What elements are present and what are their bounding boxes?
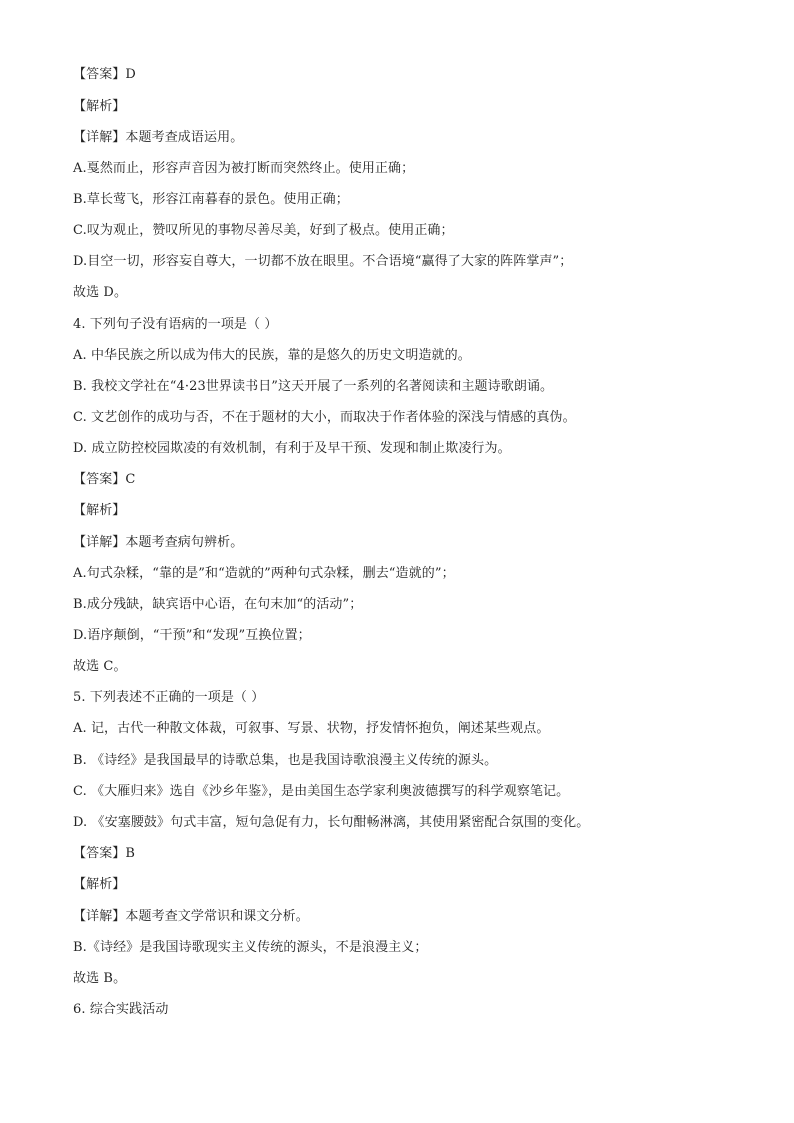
explanation-line: A.戛然而止，形容声音因为被打断而突然终止。使用正确；: [73, 161, 415, 176]
conclusion-q5: 故选 B。: [73, 971, 127, 986]
explanation-line: B.成分残缺，缺宾语中心语，在句末加“的活动”；: [73, 597, 363, 612]
detail-intro-q3: 【详解】本题考查成语运用。: [73, 130, 244, 145]
analysis-label-q4: 【解析】: [73, 503, 126, 518]
answer-label-q3: 【答案】D: [73, 67, 136, 82]
question-5-option-c: C. 《大雁归来》选自《沙乡年鉴》，是由美国生态学家利奥波德撰写的科学观察笔记。: [73, 784, 570, 799]
explanation-line: D.目空一切，形容妄自尊大，一切都不放在眼里。不合语境“赢得了大家的阵阵掌声”；: [73, 254, 573, 269]
question-4-option-a: A. 中华民族之所以成为伟大的民族，靠的是悠久的历史文明造就的。: [73, 348, 471, 363]
question-4-option-d: D. 成立防控校园欺凌的有效机制，有利于及早干预、发现和制止欺凌行为。: [73, 441, 511, 456]
explanation-line: B.草长莺飞，形容江南暮春的景色。使用正确；: [73, 192, 349, 207]
conclusion-q4: 故选 C。: [73, 659, 127, 674]
question-5-stem: 5. 下列表述不正确的一项是（ ）: [73, 690, 265, 705]
question-5-option-b: B. 《诗经》是我国最早的诗歌总集，也是我国诗歌浪漫主义传统的源头。: [73, 753, 498, 768]
answer-label-q4: 【答案】C: [73, 472, 136, 487]
analysis-label-q3: 【解析】: [73, 99, 126, 114]
question-4-option-c: C. 文艺创作的成功与否，不在于题材的大小，而取决于作者体验的深浅与情感的真伪。: [73, 410, 576, 425]
question-5-option-d: D. 《安塞腰鼓》句式丰富，短句急促有力，长句酣畅淋漓，其使用紧密配合氛围的变化。: [73, 815, 590, 830]
question-5-option-a: A. 记，古代一种散文体裁，可叙事、写景、状物，抒发情怀抱负，阐述某些观点。: [73, 721, 550, 736]
conclusion-q3: 故选 D。: [73, 285, 128, 300]
detail-intro-q5: 【详解】本题考查文学常识和课文分析。: [73, 909, 309, 924]
question-4-option-b: B. 我校文学社在“4·23世界读书日”这天开展了一系列的名著阅读和主题诗歌朗诵。: [73, 379, 554, 394]
explanation-line: C.叹为观止，赞叹所见的事物尽善尽美，好到了极点。使用正确；: [73, 223, 454, 238]
question-4-stem: 4. 下列句子没有语病的一项是（ ）: [73, 317, 278, 332]
question-6-heading: 6. 综合实践活动: [73, 1002, 169, 1017]
detail-intro-q4: 【详解】本题考查病句辨析。: [73, 535, 244, 550]
explanation-line: D.语序颠倒，“干预”和“发现”互换位置；: [73, 628, 311, 643]
explanation-line: B.《诗经》是我国诗歌现实主义传统的源头，不是浪漫主义；: [73, 940, 428, 955]
analysis-label-q5: 【解析】: [73, 877, 126, 892]
answer-label-q5: 【答案】B: [73, 846, 136, 861]
explanation-line: A.句式杂糅，“靠的是”和“造就的”两种句式杂糅，删去“造就的”；: [73, 566, 455, 581]
